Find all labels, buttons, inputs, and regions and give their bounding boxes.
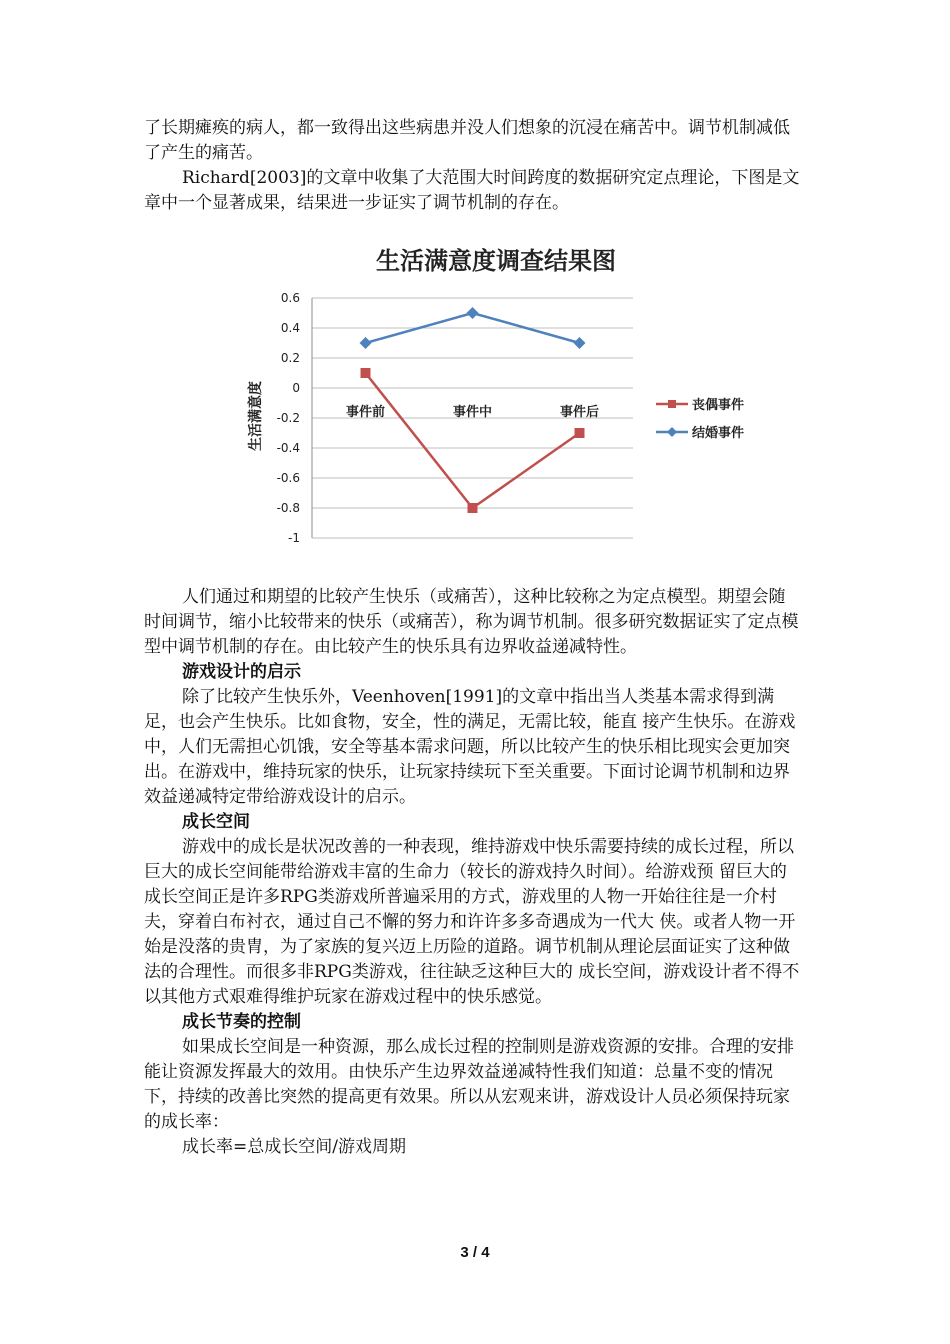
heading-game-design: 游戏设计的启示 (182, 662, 301, 682)
y-tick-label: -0.8 (276, 501, 300, 515)
data-point (575, 428, 585, 438)
y-tick-label: 0.4 (280, 321, 300, 335)
x-axis (346, 404, 599, 420)
y-axis-label: 生活满意度 (248, 381, 264, 451)
paragraph-continued: 了长期瘫痪的病人，都一致得出这些病患并没人们想象的沉浸在痛苦中。调节机制减低了产生的痛苦。 (144, 118, 790, 163)
x-tick-label: 事件后 (559, 405, 600, 420)
chart-title: 生活满意度调查结果图 (376, 247, 616, 275)
data-point (467, 307, 479, 319)
legend-marker (668, 400, 676, 408)
y-tick-label: 0.6 (280, 291, 300, 305)
growth-rate-formula: 成长率=总成长空间/游戏周期 (182, 1137, 406, 1157)
x-tick-label: 事件前 (345, 405, 386, 420)
data-point (468, 503, 478, 513)
paragraph-veenhoven: 除了比较产生快乐外，Veenhoven[1991]的文章中指出当人类基本需求得到满足，也会产生快乐。比如食物，安全，性的满足，无需比较，能直 接产生快乐。在游戏中，人们无需担心饥饿，安全等基本需求问题，所以比较产生的快乐相比现实会更加突出。在游戏中，维持玩家的快乐，让玩家持续玩下至关重要。下面讨论调节机制和边界效益递减特定带给游戏设计的启示。 (144, 687, 796, 807)
y-tick-label: 0.2 (280, 351, 300, 365)
data-point (360, 337, 372, 349)
x-tick-label: 事件中 (452, 405, 493, 420)
legend-label: 结婚事件 (692, 426, 745, 441)
y-tick-label: -0.6 (276, 471, 300, 485)
life-satisfaction-chart (238, 236, 758, 556)
data-point (574, 337, 586, 349)
data-point (361, 368, 371, 378)
heading-growth-rhythm: 成长节奏的控制 (182, 1012, 301, 1032)
y-tick-label: -0.4 (276, 441, 300, 455)
y-axis (277, 291, 312, 545)
page-number: 3 / 4 (460, 1244, 490, 1261)
paragraph-setpoint: 人们通过和期望的比较产生快乐（或痛苦），这种比较称之为定点模型。期望会随时间调节，缩小比较带来的快乐（或痛苦），称为调节机制。很多研究数据证实了定点模型中调节机制的存在。由比较产生的快乐具有边界收益递减特性。 (144, 587, 799, 657)
series-line (366, 373, 580, 508)
legend-marker (667, 427, 677, 437)
body-text (144, 585, 800, 1160)
paragraph-richard: Richard[2003]的文章中收集了大范围大时间跨度的数据研究定点理论，下图是文章中一个显著成果，结果进一步证实了调节机制的存在。 (144, 168, 800, 213)
chart-legend (656, 397, 744, 441)
y-tick-label: 0 (292, 381, 300, 395)
intro-text (144, 116, 800, 216)
legend-label: 丧偶事件 (692, 398, 745, 413)
y-tick-label: -0.2 (276, 411, 300, 425)
paragraph-growth-rhythm: 如果成长空间是一种资源，那么成长过程的控制则是游戏资源的安排。合理的安排能让资源发挥最大的效用。由快乐产生边界效益递减特性我们知道：总量不变的情况下，持续的改善比突然的提高更有效果。所以从宏观来讲，游戏设计人员必须保持玩家的成长率： (144, 1037, 794, 1132)
y-tick-label: -1 (288, 531, 300, 545)
paragraph-growth-space: 游戏中的成长是状况改善的一种表现，维持游戏中快乐需要持续的成长过程，所以巨大的成长空间能带给游戏丰富的生命力（较长的游戏持久时间）。给游戏预 留巨大的成长空间正是许多RPG类游戏所普遍采用的方式，游戏里的人物一开始往往是一介村夫，穿着白布衬衣，通过自己不懈的努力和许许多多奇遇成为一代大 侠。或者人物一开始是没落的贵胄，为了家族的复兴迈上历险的道路。调节机制从理论层面证实了这种做法的合理性。而很多非RPG类游戏，往往缺乏这种巨大的 成长空间，游戏设计者不得不以其他方式艰难得维护玩家在游戏过程中的快乐感觉。 (144, 837, 800, 1007)
heading-growth-space: 成长空间 (182, 812, 250, 832)
